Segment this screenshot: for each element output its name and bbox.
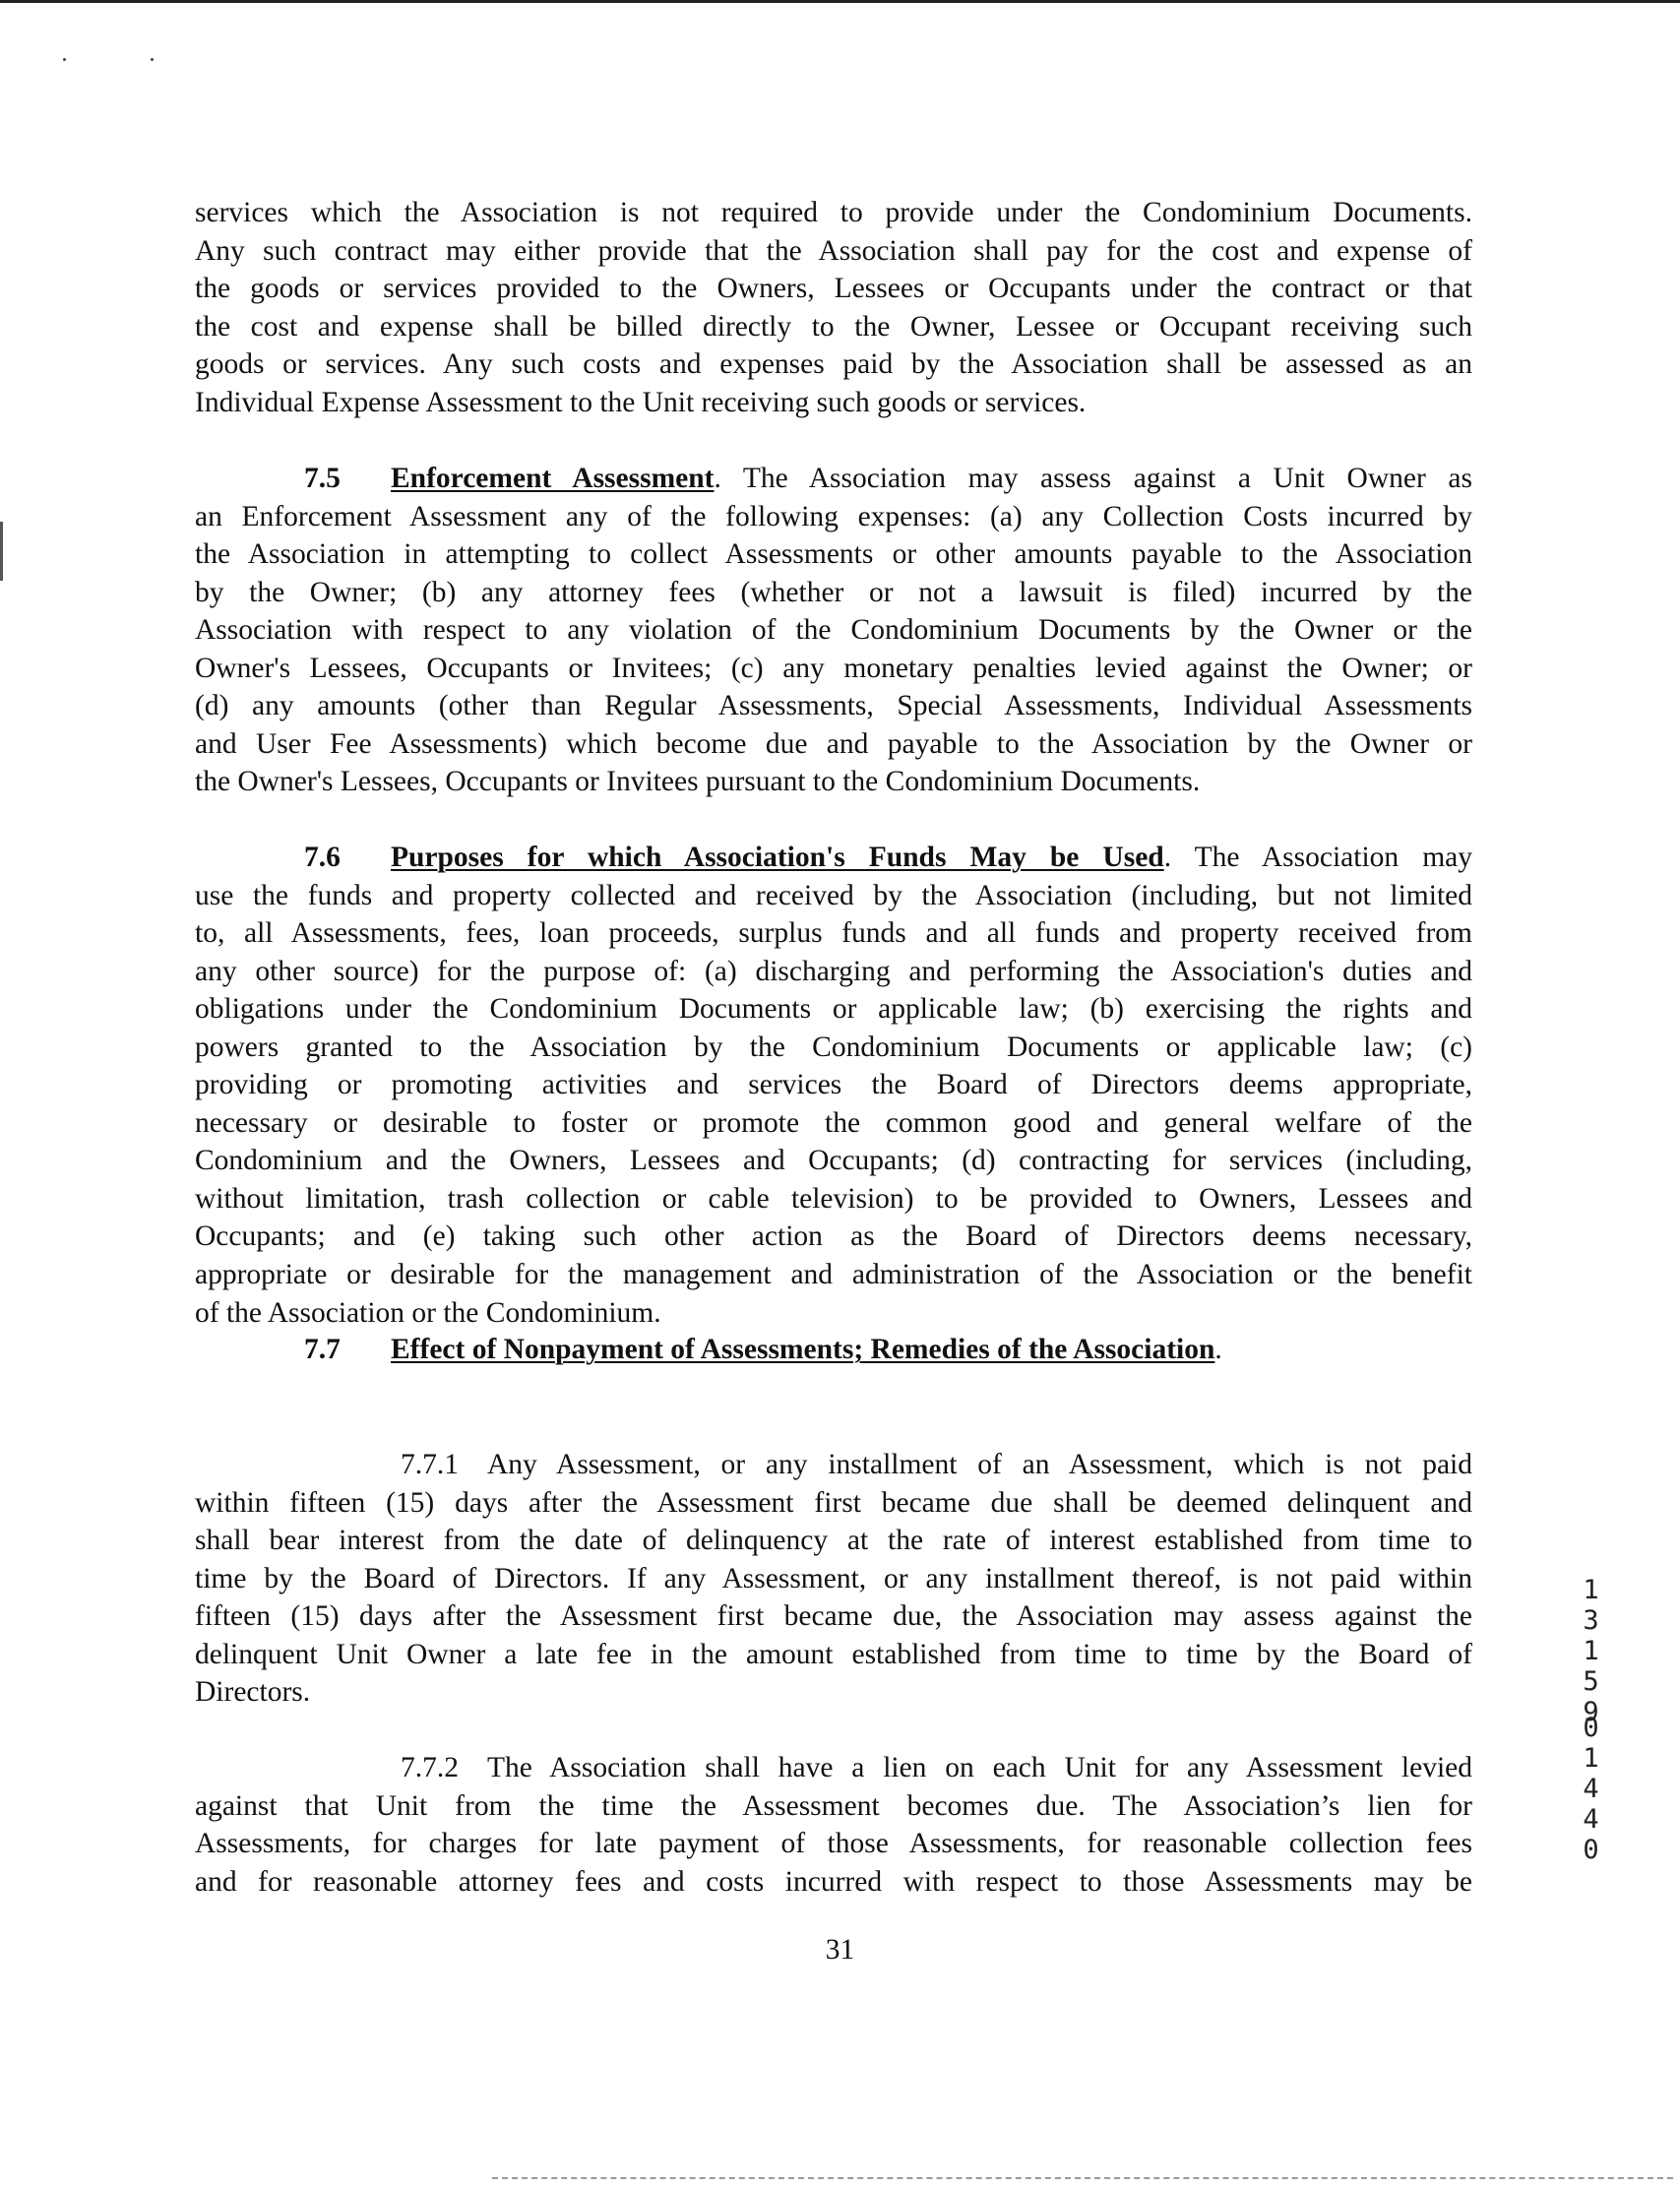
- scan-speck: [151, 58, 154, 61]
- text-line: the Owner's Lessees, Occupants or Invitees pursuant to the Condominium Documents.: [195, 766, 1201, 798]
- text-line: shall bear interest from the date of delinquency at the rate of interest established from time to: [195, 1525, 1472, 1557]
- text-line: and for reasonable attorney fees and costs incurred with respect to those Assessments may be: [195, 1865, 1472, 1898]
- text-line: and User Fee Assessments) which become due and payable to the Association by the Owner or: [195, 727, 1472, 760]
- section-title: Enforcement Assessment: [391, 463, 715, 494]
- text-line: Association with respect to any violation of the Condominium Documents by the Owner or the: [195, 614, 1472, 647]
- first-line: [195, 1749, 1472, 1787]
- first-line-text: . The Association may assess against a Unit Owner as: [714, 463, 1472, 494]
- text-line: goods or services. Any such costs and expenses paid by the Association shall be assessed as an: [195, 348, 1472, 381]
- text-line: Condominium and the Owners, Lessees and Occupants; (d) contracting for services (including,: [195, 1145, 1472, 1177]
- text-line: the Association in attempting to collect Assessments or other amounts payable to the Association: [195, 538, 1472, 571]
- first-line: [195, 1446, 1472, 1484]
- text-line: Individual Expense Assessment to the Unit receiving such goods or services.: [195, 386, 1087, 418]
- text-line: any other source) for the purpose of: (a) discharging and performing the Association's duties and: [195, 955, 1472, 987]
- text-line: against that Unit from the time the Assessment becomes due. The Association’s lien for: [195, 1789, 1472, 1822]
- section-title: Effect of Nonpayment of Assessments; Remedies of the Association: [391, 1334, 1215, 1365]
- text-line: providing or promoting activities and services the Board of Directors deems appropriate,: [195, 1069, 1472, 1101]
- text-line: the cost and expense shall be billed directly to the Owner, Lessee or Occupant receiving such: [195, 310, 1472, 343]
- first-line: [195, 1331, 1472, 1369]
- first-line-text: Any Assessment, or any installment of an Assessment, which is not paid: [487, 1449, 1472, 1480]
- top-border-line: [0, 0, 1680, 3]
- section-number: 7.6: [304, 842, 341, 873]
- text-line: delinquent Unit Owner a late fee in the amount established from time to time by the Board of: [195, 1638, 1472, 1670]
- first-line-text: The Association shall have a lien on each Unit for any Assessment levied: [487, 1752, 1472, 1783]
- first-line: [195, 460, 1472, 498]
- text-line: of the Association or the Condominium.: [195, 1296, 661, 1329]
- first-line-text: .: [1214, 1334, 1222, 1365]
- text-line: without limitation, trash collection or cable television) to be provided to Owners, Lessees and: [195, 1182, 1472, 1215]
- text-line: Any such contract may either provide that the Association shall pay for the cost and expense of: [195, 234, 1472, 267]
- text-line: necessary or desirable to foster or promote the common good and general welfare of the: [195, 1106, 1472, 1139]
- text-line: within fifteen (15) days after the Assessment first became due shall be deemed delinquent and: [195, 1486, 1472, 1519]
- section-number: 7.7.2: [401, 1752, 459, 1783]
- text-line: Assessments, for charges for late payment of those Assessments, for reasonable collection fees: [195, 1828, 1472, 1860]
- bottom-scan-line: [492, 2177, 1673, 2179]
- text-line: by the Owner; (b) any attorney fees (whether or not a lawsuit is filed) incurred by the: [195, 576, 1472, 608]
- text-line: Owner's Lessees, Occupants or Invitees; (c) any monetary penalties levied against the Owner; or: [195, 652, 1472, 684]
- section-number: 7.7: [304, 1334, 341, 1365]
- section-7-7-heading: [195, 1331, 1472, 1369]
- section-number: 7.5: [304, 463, 341, 494]
- stamp-digits: 13159: [1576, 1575, 1606, 1727]
- text-line: services which the Association is not required to provide under the Condominium Documents.: [195, 197, 1472, 228]
- text-line: appropriate or desirable for the management and administration of the Association or the benefit: [195, 1259, 1472, 1291]
- text-line: Directors.: [195, 1676, 311, 1709]
- section-number: 7.7.1: [401, 1449, 459, 1480]
- section-7-5-enforcement-assessment: [195, 460, 1472, 801]
- text-line: the goods or services provided to the Owners, Lessees or Occupants under the contract or that: [195, 273, 1472, 305]
- scan-edge-mark: [0, 522, 3, 581]
- section-7-6-purposes-of-funds: [195, 839, 1472, 1332]
- text-line: Occupants; and (e) taking such other action as the Board of Directors deems necessary,: [195, 1220, 1472, 1253]
- first-line-text: . The Association may: [1163, 842, 1472, 873]
- side-stamp-group-2: [1578, 1713, 1607, 1865]
- first-line: [195, 839, 1472, 877]
- side-stamp-group-1: [1578, 1575, 1607, 1727]
- text-line: use the funds and property collected and received by the Association (including, but not limited: [195, 879, 1472, 911]
- text-line: to, all Assessments, fees, loan proceeds, surplus funds and all funds and property received from: [195, 917, 1472, 950]
- text-line: obligations under the Condominium Documents or applicable law; (b) exercising the rights and: [195, 993, 1472, 1026]
- scan-speck: [63, 58, 66, 61]
- text-line: powers granted to the Association by the Condominium Documents or applicable law; (c): [195, 1031, 1472, 1063]
- section-title: Purposes for which Association's Funds May be Used: [391, 842, 1164, 873]
- paragraph-continuation: [195, 194, 1472, 421]
- page-number: 31: [825, 1934, 855, 1966]
- stamp-digits: 01440: [1576, 1713, 1606, 1865]
- section-7-7-1: [195, 1446, 1472, 1712]
- text-line: fifteen (15) days after the Assessment first became due, the Association may assess against the: [195, 1600, 1472, 1633]
- text-line: time by the Board of Directors. If any Assessment, or any installment thereof, is not paid within: [195, 1562, 1472, 1594]
- text-line: (d) any amounts (other than Regular Assessments, Special Assessments, Individual Assessments: [195, 690, 1472, 722]
- text-line: an Enforcement Assessment any of the following expenses: (a) any Collection Costs incurred by: [195, 500, 1472, 532]
- section-7-7-2: [195, 1749, 1472, 1901]
